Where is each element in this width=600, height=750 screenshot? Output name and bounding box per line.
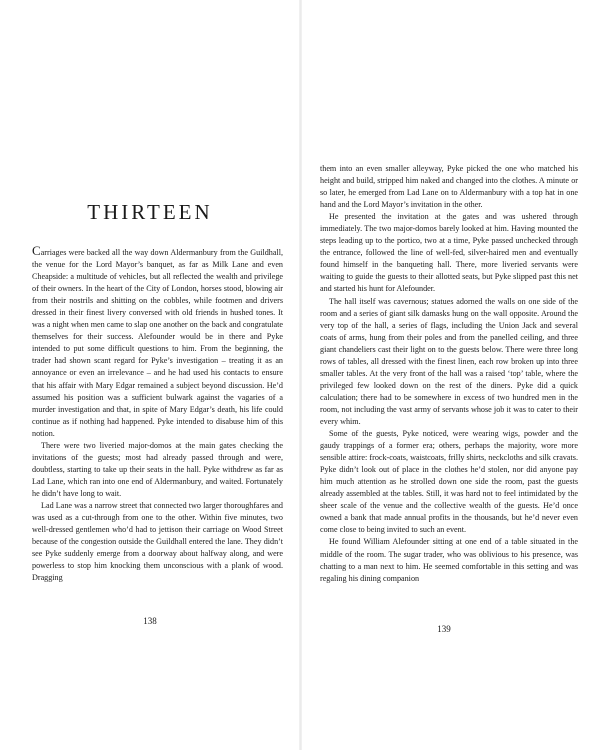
paragraph: Some of the guests, Pyke noticed, were wearing wigs, powder and the gaudy trappings of a former era; others, perhaps the majority, wore more sensible attire: frock-coats, waistcoats, frilly shirts, neckcloths and silk cravats. Pyke didn’t look out of place in the clothes he’d stolen, nor did anyone pay him much attention as he strolled down one side the room, past the guests already assembled at the tables. Still, it was hard not to feel intimidated by the sheer scale of the venue and the collective wealth of the guests. He’d once owned a bank that made annual profits in the thousands, but he’d never even come close to being invited to such an event.: [320, 429, 578, 535]
paragraph: There were two liveried major-domos at the main gates checking the invitations of the guests; most had already passed through and were, doubtless, starting to take up their seats in the hall. Pyke withdrew as far as Lad Lane, which ran into one end of Aldermanbury, and waited. Fortunately he didn’t have long to wait.: [32, 440, 283, 498]
right-page: [302, 0, 600, 750]
drop-cap: C: [32, 243, 41, 258]
page-number: 138: [143, 616, 157, 626]
paragraph: He found William Alefounder sitting at one end of a table situated in the middle of the room. The sugar trader, who was oblivious to his presence, was chatting to a man next to him. He seemed comfortable in this setting and was regaling his dining companion: [320, 537, 578, 583]
page-number: 139: [437, 624, 451, 634]
left-page-body: [32, 244, 283, 584]
opening-paragraph-text: arriages were backed all the way down Aldermanbury from the Guildhall, the venue for the Lord Mayor’s banquet, as far as Milk Lane and even Cheapside: a multitude of vehicles, but all reflected the wealth and privilege of their owners. In the heart of the City of London, horses stood, blowing air from their nostrils and shitting on the cobbles, while footmen and drivers dressed in their finest livery conversed with old friends in hushed tones. It was a night when men came to slap one another on the back and congratulate themselves for their success. Alefounder would be in there and Pyke intended to put some difficult questions to him. From the beginning, the trader had shown scant regard for Pyke’s investigation – treating it as an annoyance or even an irrelevance – and he had used his contacts to ensure that his affair with Mary Edgar remained a subject beyond discussion. He’d assumed his position was a sufficient bulwark against the vagaries of a murder investigation and that, in spite of Mary Edgar’s death, his life could continue as if nothing had happened. Pyke intended to disabuse him of this notion.: [32, 248, 283, 438]
paragraph: Lad Lane was a narrow street that connected two larger thoroughfares and was used as a cut-through from one to the other. Within five minutes, two well-dressed gentlemen who’d had to jettison their carriage on Wood Street because of the congestion outside the Guildhall entered the lane. They didn’t see Pyke suddenly emerge from a doorway about halfway along, and were powerless to stop him knocking them unconscious with a plank of wood. Dragging: [32, 500, 283, 583]
paragraph: He presented the invitation at the gates and was ushered through immediately. The two major-domos barely looked at him. Having mounted the steps leading up to the portico, two at a time, Pyke passed unchecked through the entrance, followed the line of well-fed, silver-haired men and eventually found himself in the banqueting hall. There, more liveried servants were waiting to guide the guests to their allotted seats, but Pyke slipped past this net and started his hunt for Alefounder.: [320, 212, 578, 294]
chapter-title: THIRTEEN: [87, 200, 213, 224]
paragraph: The hall itself was cavernous; statues adorned the walls on one side of the room and a series of giant silk damasks hung on the wall opposite. Around the very top of the hall, a series of flags, including the Union Jack and several coats of arms, hung from their poles and from the panelled ceiling, and three giant chandeliers cast their light on to the guests below. There were three long rows of tables, all dressed with the finest linen, each row broken up into three smaller tables. At the very front of the hall was a raised ‘top’ table, where the privileged few looked down on the rest of the diners. Pyke did a quick calculation; there had to be somewhere in excess of two hundred men in the room, not including the vast army of servants whose job it was to cater to their every whim.: [320, 296, 578, 426]
opening-paragraph: [32, 244, 283, 440]
right-page-body: [320, 163, 578, 585]
continued-paragraph: them into an even smaller alleyway, Pyke picked the one who matched his height and build, stripped him naked and changed into the clothes. A minute or so later, he emerged from Lad Lane on to Aldermanbury with a top hat in one hand and the Lord Mayor’s invitation in the other.: [320, 164, 578, 210]
